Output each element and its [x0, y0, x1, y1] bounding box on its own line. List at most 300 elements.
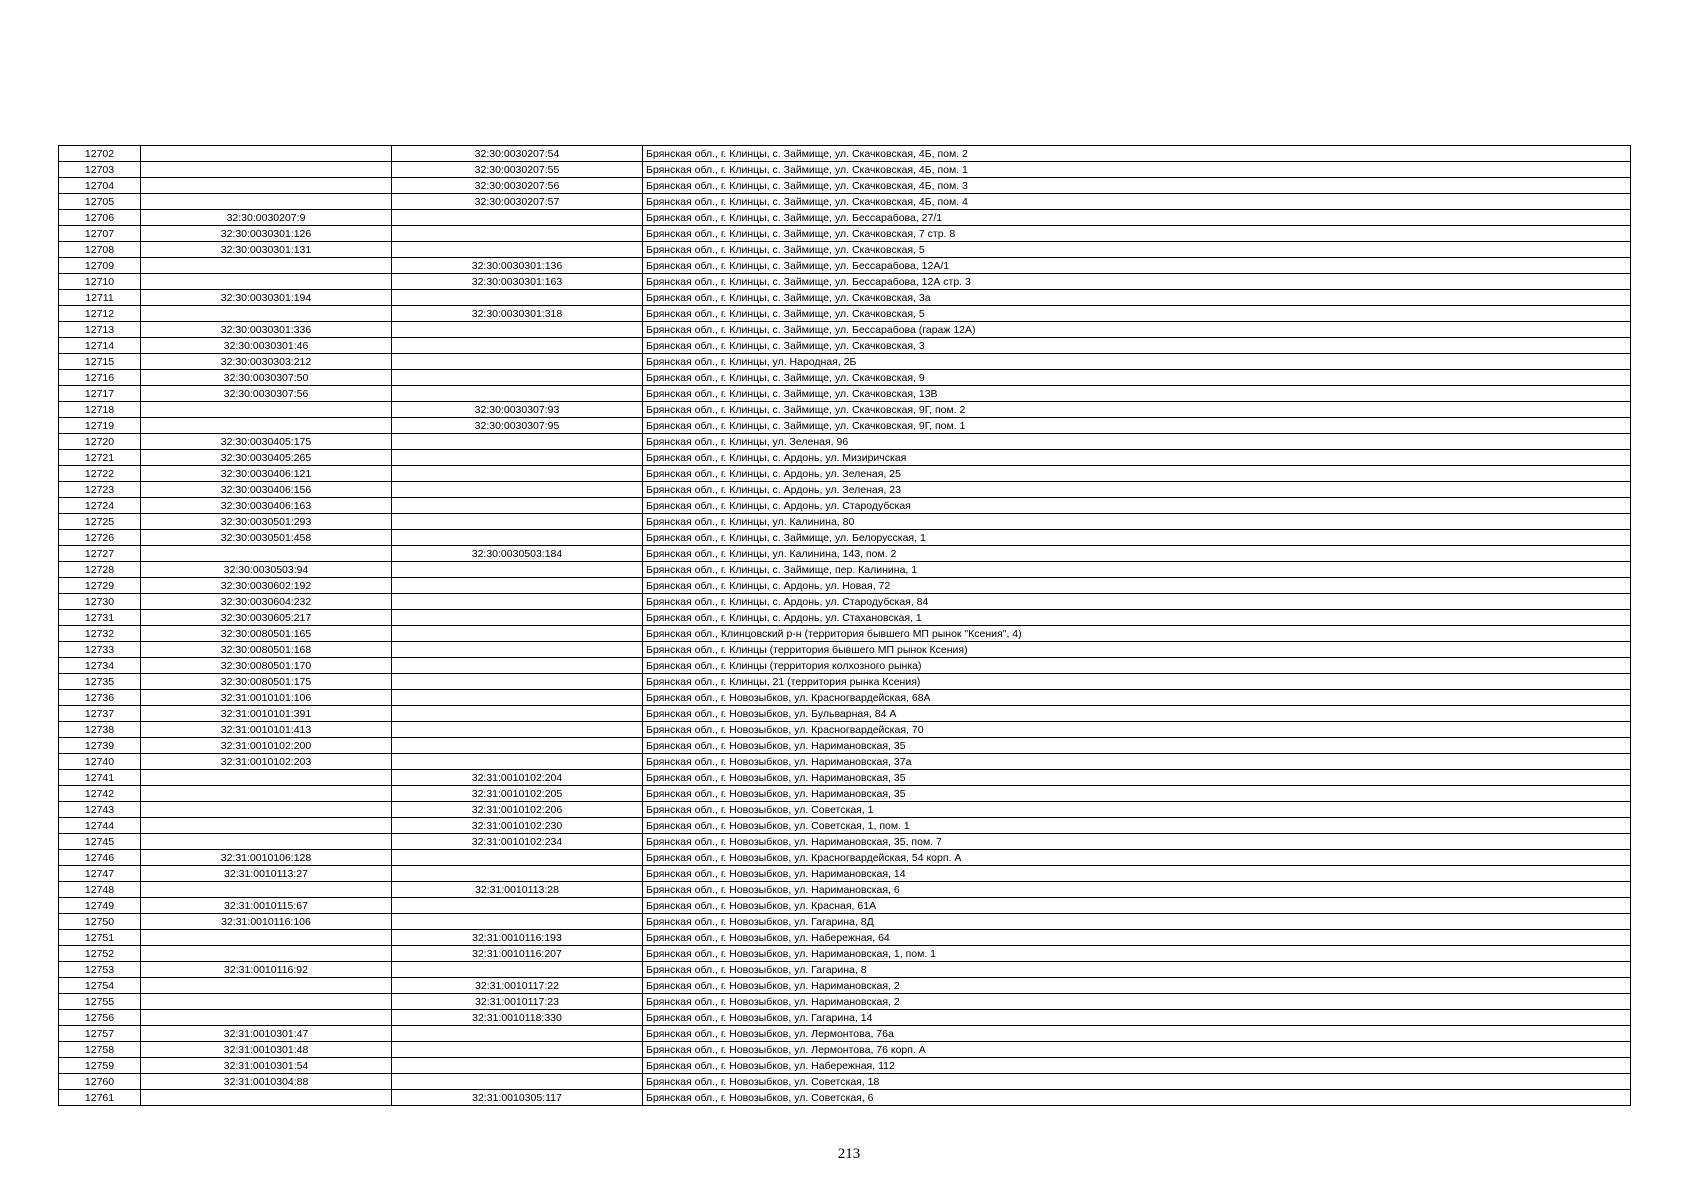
cadastral-number-cell	[141, 802, 392, 818]
cadastral-number-alt-cell	[392, 450, 643, 466]
cadastral-number-cell: 32:30:0030307:50	[141, 370, 392, 386]
table-row	[59, 882, 1631, 898]
table-row	[59, 450, 1631, 466]
row-number-cell: 12756	[59, 1010, 141, 1026]
address-cell: Брянская обл., г. Клинцы, ул. Калинина, 80	[643, 514, 1631, 530]
table-row	[59, 658, 1631, 674]
cadastral-number-alt-cell: 32:31:0010102:234	[392, 834, 643, 850]
table-row	[59, 770, 1631, 786]
address-cell: Брянская обл., г. Новозыбков, ул. Красногвардейская, 70	[643, 722, 1631, 738]
cadastral-number-alt-cell: 32:30:0030207:55	[392, 162, 643, 178]
cadastral-number-cell: 32:31:0010116:92	[141, 962, 392, 978]
cadastral-number-cell	[141, 1090, 392, 1106]
table-row	[59, 1090, 1631, 1106]
table-row	[59, 1026, 1631, 1042]
cadastral-number-cell: 32:31:0010115:67	[141, 898, 392, 914]
cadastral-number-cell	[141, 546, 392, 562]
cadastral-number-alt-cell	[392, 434, 643, 450]
address-cell: Брянская обл., г. Клинцы, с. Ардонь, ул. Мизиричская	[643, 450, 1631, 466]
cadastral-number-alt-cell	[392, 498, 643, 514]
cadastral-number-cell: 32:30:0030604:232	[141, 594, 392, 610]
address-cell: Брянская обл., г. Клинцы, с. Займище, ул. Скачковская, 4Б, пом. 4	[643, 194, 1631, 210]
cadastral-number-cell: 32:30:0080501:165	[141, 626, 392, 642]
table-row	[59, 642, 1631, 658]
address-cell: Брянская обл., г. Клинцы, с. Займище, ул. Белорусская, 1	[643, 530, 1631, 546]
cadastral-number-alt-cell	[392, 898, 643, 914]
address-cell: Брянская обл., г. Клинцы (территория колхозного рынка)	[643, 658, 1631, 674]
row-number-cell: 12730	[59, 594, 141, 610]
cadastral-number-alt-cell	[392, 530, 643, 546]
table-row	[59, 482, 1631, 498]
row-number-cell: 12738	[59, 722, 141, 738]
cadastral-number-cell	[141, 194, 392, 210]
cadastral-number-alt-cell	[392, 850, 643, 866]
address-cell: Брянская обл., г. Клинцы, с. Займище, ул. Бессарабова, 12А стр. 3	[643, 274, 1631, 290]
cadastral-number-cell: 32:30:0030405:175	[141, 434, 392, 450]
cadastral-number-alt-cell	[392, 242, 643, 258]
row-number-cell: 12715	[59, 354, 141, 370]
cadastral-number-alt-cell	[392, 562, 643, 578]
row-number-cell: 12713	[59, 322, 141, 338]
cadastral-number-alt-cell	[392, 610, 643, 626]
cadastral-number-cell	[141, 162, 392, 178]
row-number-cell: 12724	[59, 498, 141, 514]
row-number-cell: 12742	[59, 786, 141, 802]
cadastral-number-cell: 32:30:0030605:217	[141, 610, 392, 626]
cadastral-number-alt-cell	[392, 962, 643, 978]
row-number-cell: 12757	[59, 1026, 141, 1042]
table-row	[59, 994, 1631, 1010]
table-row	[59, 386, 1631, 402]
cadastral-number-cell: 32:31:0010113:27	[141, 866, 392, 882]
table-row	[59, 354, 1631, 370]
cadastral-number-alt-cell	[392, 466, 643, 482]
row-number-cell: 12728	[59, 562, 141, 578]
address-cell: Брянская обл., г. Клинцы, с. Займище, ул. Скачковская, 9Г, пом. 1	[643, 418, 1631, 434]
table-row	[59, 434, 1631, 450]
cadastral-number-cell: 32:31:0010102:203	[141, 754, 392, 770]
address-cell: Брянская обл., г. Новозыбков, ул. Набережная, 64	[643, 930, 1631, 946]
row-number-cell: 12719	[59, 418, 141, 434]
address-cell: Брянская обл., г. Клинцы, с. Займище, ул. Скачковская, 7 стр. 8	[643, 226, 1631, 242]
row-number-cell: 12734	[59, 658, 141, 674]
table-row	[59, 850, 1631, 866]
cadastral-number-alt-cell	[392, 226, 643, 242]
cadastral-number-alt-cell: 32:30:0030301:318	[392, 306, 643, 322]
address-cell: Брянская обл., г. Клинцы, с. Займище, ул. Скачковская, 5	[643, 306, 1631, 322]
address-cell: Брянская обл., г. Новозыбков, ул. Лермонтова, 76 корп. А	[643, 1042, 1631, 1058]
table-row	[59, 178, 1631, 194]
row-number-cell: 12755	[59, 994, 141, 1010]
address-cell: Брянская обл., г. Новозыбков, ул. Красногвардейская, 68А	[643, 690, 1631, 706]
row-number-cell: 12721	[59, 450, 141, 466]
row-number-cell: 12740	[59, 754, 141, 770]
cadastral-number-alt-cell	[392, 1026, 643, 1042]
address-cell: Брянская обл., г. Клинцы, с. Займище, ул. Скачковская, 4Б, пом. 2	[643, 146, 1631, 162]
address-cell: Брянская обл., г. Новозыбков, ул. Красногвардейская, 54 корп. А	[643, 850, 1631, 866]
cadastral-number-cell: 32:30:0030307:56	[141, 386, 392, 402]
cadastral-number-alt-cell	[392, 594, 643, 610]
table-row	[59, 578, 1631, 594]
row-number-cell: 12723	[59, 482, 141, 498]
row-number-cell: 12737	[59, 706, 141, 722]
address-cell: Брянская обл., г. Новозыбков, ул. Гагарина, 8	[643, 962, 1631, 978]
cadastral-number-cell: 32:30:0030303:212	[141, 354, 392, 370]
row-number-cell: 12750	[59, 914, 141, 930]
address-cell: Брянская обл., г. Новозыбков, ул. Советская, 6	[643, 1090, 1631, 1106]
cadastral-number-alt-cell: 32:31:0010102:206	[392, 802, 643, 818]
row-number-cell: 12759	[59, 1058, 141, 1074]
table-row	[59, 1058, 1631, 1074]
row-number-cell: 12718	[59, 402, 141, 418]
cadastral-number-alt-cell	[392, 210, 643, 226]
row-number-cell: 12749	[59, 898, 141, 914]
row-number-cell: 12746	[59, 850, 141, 866]
address-cell: Брянская обл., г. Клинцы, с. Займище, ул. Скачковская, 4Б, пом. 1	[643, 162, 1631, 178]
cadastral-number-cell	[141, 258, 392, 274]
table-row	[59, 210, 1631, 226]
address-cell: Брянская обл., г. Клинцы, 21 (территория рынка Ксения)	[643, 674, 1631, 690]
row-number-cell: 12754	[59, 978, 141, 994]
cadastral-number-cell	[141, 306, 392, 322]
address-cell: Брянская обл., г. Клинцы, с. Займище, ул. Бессарабова, 27/1	[643, 210, 1631, 226]
cadastral-number-alt-cell	[392, 626, 643, 642]
cadastral-number-alt-cell: 32:30:0030207:56	[392, 178, 643, 194]
table-row	[59, 290, 1631, 306]
row-number-cell: 12731	[59, 610, 141, 626]
row-number-cell: 12729	[59, 578, 141, 594]
table-row	[59, 498, 1631, 514]
address-cell: Брянская обл., г. Новозыбков, ул. Наримановская, 37а	[643, 754, 1631, 770]
address-cell: Брянская обл., г. Клинцы, с. Ардонь, ул. Стахановская, 1	[643, 610, 1631, 626]
cadastral-number-cell	[141, 418, 392, 434]
cadastral-number-alt-cell	[392, 722, 643, 738]
row-number-cell: 12720	[59, 434, 141, 450]
cadastral-number-alt-cell: 32:31:0010305:117	[392, 1090, 643, 1106]
address-cell: Брянская обл., г. Клинцы, ул. Народная, 2Б	[643, 354, 1631, 370]
cadastral-number-alt-cell	[392, 674, 643, 690]
address-cell: Брянская обл., г. Новозыбков, ул. Наримановская, 1, пом. 1	[643, 946, 1631, 962]
table-row	[59, 818, 1631, 834]
cadastral-number-cell: 32:31:0010101:106	[141, 690, 392, 706]
cadastral-number-cell: 32:31:0010106:128	[141, 850, 392, 866]
row-number-cell: 12716	[59, 370, 141, 386]
cadastral-number-cell: 32:30:0030301:194	[141, 290, 392, 306]
table-row	[59, 1074, 1631, 1090]
address-cell: Брянская обл., г. Клинцы, с. Ардонь, ул. Стародубская	[643, 498, 1631, 514]
cadastral-number-alt-cell	[392, 514, 643, 530]
cadastral-number-alt-cell	[392, 866, 643, 882]
cadastral-number-cell	[141, 786, 392, 802]
row-number-cell: 12705	[59, 194, 141, 210]
address-cell: Брянская обл., Клинцовский р-н (территория бывшего МП рынок "Ксения", 4)	[643, 626, 1631, 642]
address-cell: Брянская обл., г. Клинцы, с. Ардонь, ул. Зеленая, 25	[643, 466, 1631, 482]
table-row	[59, 1010, 1631, 1026]
row-number-cell: 12747	[59, 866, 141, 882]
cadastral-number-alt-cell: 32:30:0030301:163	[392, 274, 643, 290]
row-number-cell: 12709	[59, 258, 141, 274]
cadastral-number-cell	[141, 818, 392, 834]
cadastral-number-alt-cell	[392, 370, 643, 386]
cadastral-number-cell: 32:30:0030406:156	[141, 482, 392, 498]
registry-table	[58, 145, 1631, 1106]
row-number-cell: 12708	[59, 242, 141, 258]
cadastral-number-cell: 32:30:0030503:94	[141, 562, 392, 578]
table-row	[59, 162, 1631, 178]
cadastral-number-alt-cell: 32:31:0010102:204	[392, 770, 643, 786]
table-row	[59, 258, 1631, 274]
table-row	[59, 530, 1631, 546]
cadastral-number-cell: 32:31:0010101:391	[141, 706, 392, 722]
row-number-cell: 12753	[59, 962, 141, 978]
cadastral-number-cell	[141, 882, 392, 898]
table-row	[59, 722, 1631, 738]
page-number: 213	[837, 1146, 861, 1162]
table-row	[59, 930, 1631, 946]
cadastral-number-alt-cell: 32:31:0010102:205	[392, 786, 643, 802]
cadastral-number-cell	[141, 402, 392, 418]
address-cell: Брянская обл., г. Новозыбков, ул. Наримановская, 35, пом. 7	[643, 834, 1631, 850]
row-number-cell: 12703	[59, 162, 141, 178]
row-number-cell: 12722	[59, 466, 141, 482]
row-number-cell: 12743	[59, 802, 141, 818]
row-number-cell: 12704	[59, 178, 141, 194]
cadastral-number-alt-cell: 32:31:0010116:193	[392, 930, 643, 946]
address-cell: Брянская обл., г. Клинцы, с. Займище, ул. Скачковская, 3	[643, 338, 1631, 354]
table-row	[59, 866, 1631, 882]
cadastral-number-cell	[141, 930, 392, 946]
table-row	[59, 562, 1631, 578]
row-number-cell: 12761	[59, 1090, 141, 1106]
registry-table-body	[59, 146, 1631, 1106]
address-cell: Брянская обл., г. Клинцы, с. Займище, ул. Скачковская, 4Б, пом. 3	[643, 178, 1631, 194]
cadastral-number-cell: 32:31:0010301:48	[141, 1042, 392, 1058]
cadastral-number-alt-cell: 32:30:0030307:95	[392, 418, 643, 434]
table-row	[59, 338, 1631, 354]
cadastral-number-alt-cell: 32:30:0030307:93	[392, 402, 643, 418]
cadastral-number-alt-cell	[392, 738, 643, 754]
row-number-cell: 12741	[59, 770, 141, 786]
table-row	[59, 754, 1631, 770]
cadastral-number-alt-cell	[392, 1042, 643, 1058]
cadastral-number-alt-cell: 32:31:0010117:23	[392, 994, 643, 1010]
cadastral-number-alt-cell	[392, 658, 643, 674]
cadastral-number-alt-cell: 32:31:0010117:22	[392, 978, 643, 994]
address-cell: Брянская обл., г. Клинцы, с. Займище, ул. Скачковская, 9	[643, 370, 1631, 386]
row-number-cell: 12760	[59, 1074, 141, 1090]
table-row	[59, 626, 1631, 642]
table-row	[59, 306, 1631, 322]
address-cell: Брянская обл., г. Клинцы, с. Ардонь, ул. Стародубская, 84	[643, 594, 1631, 610]
cadastral-number-alt-cell: 32:31:0010113:28	[392, 882, 643, 898]
address-cell: Брянская обл., г. Новозыбков, ул. Наримановская, 35	[643, 770, 1631, 786]
row-number-cell: 12739	[59, 738, 141, 754]
address-cell: Брянская обл., г. Клинцы, с. Займище, ул. Бессарабова (гараж 12А)	[643, 322, 1631, 338]
row-number-cell: 12726	[59, 530, 141, 546]
row-number-cell: 12711	[59, 290, 141, 306]
cadastral-number-cell: 32:31:0010101:413	[141, 722, 392, 738]
cadastral-number-cell	[141, 834, 392, 850]
cadastral-number-cell: 32:30:0030405:265	[141, 450, 392, 466]
cadastral-number-alt-cell	[392, 338, 643, 354]
cadastral-number-cell	[141, 946, 392, 962]
cadastral-number-cell	[141, 274, 392, 290]
cadastral-number-cell	[141, 1010, 392, 1026]
cadastral-number-alt-cell	[392, 706, 643, 722]
row-number-cell: 12733	[59, 642, 141, 658]
cadastral-number-cell: 32:30:0030501:293	[141, 514, 392, 530]
table-row	[59, 370, 1631, 386]
cadastral-number-alt-cell	[392, 354, 643, 370]
cadastral-number-cell: 32:30:0030501:458	[141, 530, 392, 546]
table-row	[59, 898, 1631, 914]
table-row	[59, 274, 1631, 290]
table-row	[59, 402, 1631, 418]
table-row	[59, 674, 1631, 690]
address-cell: Брянская обл., г. Клинцы, с. Займище, ул. Скачковская, 3а	[643, 290, 1631, 306]
address-cell: Брянская обл., г. Новозыбков, ул. Наримановская, 14	[643, 866, 1631, 882]
cadastral-number-alt-cell	[392, 1058, 643, 1074]
address-cell: Брянская обл., г. Новозыбков, ул. Бульварная, 84 А	[643, 706, 1631, 722]
table-row	[59, 914, 1631, 930]
cadastral-number-cell: 32:30:0080501:170	[141, 658, 392, 674]
table-row	[59, 690, 1631, 706]
address-cell: Брянская обл., г. Клинцы, с. Займище, ул. Скачковская, 9Г, пом. 2	[643, 402, 1631, 418]
cadastral-number-cell	[141, 178, 392, 194]
table-row	[59, 226, 1631, 242]
address-cell: Брянская обл., г. Новозыбков, ул. Наримановская, 6	[643, 882, 1631, 898]
table-row	[59, 194, 1631, 210]
table-row	[59, 978, 1631, 994]
address-cell: Брянская обл., г. Клинцы, с. Займище, пер. Калинина, 1	[643, 562, 1631, 578]
table-row	[59, 546, 1631, 562]
cadastral-number-alt-cell: 32:30:0030503:184	[392, 546, 643, 562]
cadastral-number-alt-cell: 32:31:0010116:207	[392, 946, 643, 962]
address-cell: Брянская обл., г. Новозыбков, ул. Наримановская, 35	[643, 738, 1631, 754]
row-number-cell: 12707	[59, 226, 141, 242]
row-number-cell: 12717	[59, 386, 141, 402]
cadastral-number-cell: 32:30:0030406:121	[141, 466, 392, 482]
row-number-cell: 12735	[59, 674, 141, 690]
row-number-cell: 12725	[59, 514, 141, 530]
row-number-cell: 12727	[59, 546, 141, 562]
table-row	[59, 466, 1631, 482]
cadastral-number-cell	[141, 978, 392, 994]
cadastral-number-cell: 32:30:0030301:126	[141, 226, 392, 242]
table-row	[59, 706, 1631, 722]
cadastral-number-alt-cell	[392, 482, 643, 498]
address-cell: Брянская обл., г. Новозыбков, ул. Советская, 1, пом. 1	[643, 818, 1631, 834]
table-row	[59, 146, 1631, 162]
cadastral-number-cell	[141, 146, 392, 162]
address-cell: Брянская обл., г. Новозыбков, ул. Советская, 18	[643, 1074, 1631, 1090]
address-cell: Брянская обл., г. Клинцы, с. Займище, ул. Скачковская, 13В	[643, 386, 1631, 402]
cadastral-number-alt-cell	[392, 386, 643, 402]
address-cell: Брянская обл., г. Клинцы, с. Займище, ул. Бессарабова, 12А/1	[643, 258, 1631, 274]
table-row	[59, 962, 1631, 978]
table-row	[59, 1042, 1631, 1058]
cadastral-number-cell	[141, 770, 392, 786]
cadastral-number-alt-cell	[392, 754, 643, 770]
row-number-cell: 12710	[59, 274, 141, 290]
address-cell: Брянская обл., г. Клинцы, ул. Калинина, 143, пом. 2	[643, 546, 1631, 562]
table-row	[59, 834, 1631, 850]
row-number-cell: 12751	[59, 930, 141, 946]
row-number-cell: 12744	[59, 818, 141, 834]
cadastral-number-cell: 32:31:0010116:106	[141, 914, 392, 930]
address-cell: Брянская обл., г. Новозыбков, ул. Красная, 61А	[643, 898, 1631, 914]
cadastral-number-alt-cell: 32:31:0010118:330	[392, 1010, 643, 1026]
table-row	[59, 514, 1631, 530]
address-cell: Брянская обл., г. Клинцы, с. Ардонь, ул. Зеленая, 23	[643, 482, 1631, 498]
address-cell: Брянская обл., г. Новозыбков, ул. Гагарина, 14	[643, 1010, 1631, 1026]
cadastral-number-alt-cell	[392, 914, 643, 930]
row-number-cell: 12714	[59, 338, 141, 354]
address-cell: Брянская обл., г. Новозыбков, ул. Наримановская, 2	[643, 994, 1631, 1010]
cadastral-number-cell: 32:30:0030301:131	[141, 242, 392, 258]
table-row	[59, 738, 1631, 754]
table-row	[59, 610, 1631, 626]
cadastral-number-alt-cell: 32:30:0030301:136	[392, 258, 643, 274]
cadastral-number-alt-cell	[392, 642, 643, 658]
address-cell: Брянская обл., г. Клинцы (территория бывшего МП рынок Ксения)	[643, 642, 1631, 658]
row-number-cell: 12712	[59, 306, 141, 322]
address-cell: Брянская обл., г. Клинцы, ул. Зеленая, 96	[643, 434, 1631, 450]
address-cell: Брянская обл., г. Новозыбков, ул. Наримановская, 35	[643, 786, 1631, 802]
row-number-cell: 12702	[59, 146, 141, 162]
address-cell: Брянская обл., г. Новозыбков, ул. Наримановская, 2	[643, 978, 1631, 994]
cadastral-number-alt-cell	[392, 690, 643, 706]
address-cell: Брянская обл., г. Новозыбков, ул. Гагарина, 8Д	[643, 914, 1631, 930]
cadastral-number-cell: 32:30:0030602:192	[141, 578, 392, 594]
row-number-cell: 12706	[59, 210, 141, 226]
row-number-cell: 12758	[59, 1042, 141, 1058]
cadastral-number-alt-cell: 32:30:0030207:57	[392, 194, 643, 210]
row-number-cell: 12748	[59, 882, 141, 898]
cadastral-number-cell: 32:31:0010301:47	[141, 1026, 392, 1042]
cadastral-number-cell: 32:31:0010301:54	[141, 1058, 392, 1074]
cadastral-number-alt-cell: 32:30:0030207:54	[392, 146, 643, 162]
cadastral-number-alt-cell: 32:31:0010102:230	[392, 818, 643, 834]
cadastral-number-cell: 32:30:0030406:163	[141, 498, 392, 514]
cadastral-number-alt-cell	[392, 1074, 643, 1090]
cadastral-number-alt-cell	[392, 578, 643, 594]
row-number-cell: 12752	[59, 946, 141, 962]
row-number-cell: 12732	[59, 626, 141, 642]
cadastral-number-cell: 32:30:0030301:336	[141, 322, 392, 338]
table-row	[59, 946, 1631, 962]
address-cell: Брянская обл., г. Новозыбков, ул. Советская, 1	[643, 802, 1631, 818]
cadastral-number-cell	[141, 994, 392, 1010]
cadastral-number-cell: 32:31:0010102:200	[141, 738, 392, 754]
row-number-cell: 12745	[59, 834, 141, 850]
cadastral-number-cell: 32:30:0080501:168	[141, 642, 392, 658]
cadastral-number-cell: 32:31:0010304:88	[141, 1074, 392, 1090]
cadastral-number-cell: 32:30:0080501:175	[141, 674, 392, 690]
row-number-cell: 12736	[59, 690, 141, 706]
cadastral-number-cell: 32:30:0030301:46	[141, 338, 392, 354]
table-row	[59, 786, 1631, 802]
cadastral-number-alt-cell	[392, 290, 643, 306]
address-cell: Брянская обл., г. Клинцы, с. Ардонь, ул. Новая, 72	[643, 578, 1631, 594]
table-row	[59, 418, 1631, 434]
cadastral-number-alt-cell	[392, 322, 643, 338]
cadastral-number-cell: 32:30:0030207:9	[141, 210, 392, 226]
address-cell: Брянская обл., г. Клинцы, с. Займище, ул. Скачковская, 5	[643, 242, 1631, 258]
table-row	[59, 594, 1631, 610]
table-row	[59, 242, 1631, 258]
table-row	[59, 322, 1631, 338]
